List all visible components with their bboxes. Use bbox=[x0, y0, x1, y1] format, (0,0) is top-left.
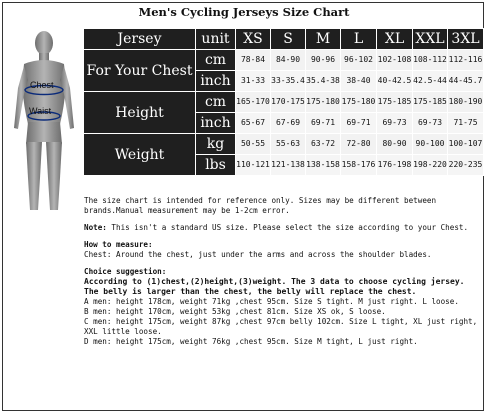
table-cell: 90-96 bbox=[306, 50, 341, 71]
how-to-measure-title: How to measure: bbox=[84, 240, 153, 249]
chest-label: Chest bbox=[30, 80, 54, 90]
table-cell: 69-71 bbox=[306, 113, 341, 134]
table-cell: 198-220 bbox=[413, 155, 448, 176]
header-size: M bbox=[306, 29, 341, 50]
header-size: L bbox=[341, 29, 377, 50]
body-figure-image bbox=[6, 28, 82, 216]
table-cell: 108-112 bbox=[413, 50, 448, 71]
table-cell: 175-180 bbox=[306, 92, 341, 113]
weight-row-label: Weight bbox=[84, 134, 196, 176]
table-cell: 69-73 bbox=[413, 113, 448, 134]
height-row-label: Height bbox=[84, 92, 196, 134]
unit-cell: lbs bbox=[196, 155, 236, 176]
example-line: D men: height 175cm, weight 76kg ,chest 95cm. Size M tight, L just right. bbox=[84, 337, 418, 346]
how-to-measure-text: Chest: Around the chest, just under the arms and across the shoulder blades. bbox=[84, 250, 432, 259]
unit-cell: cm bbox=[196, 50, 236, 71]
table-cell: 50-55 bbox=[236, 134, 271, 155]
header-jersey: Jersey bbox=[84, 29, 196, 50]
chest-row-label: For Your Chest bbox=[84, 50, 196, 92]
table-cell: 220-235 bbox=[448, 155, 484, 176]
header-size: 3XL bbox=[448, 29, 484, 50]
table-cell: 175-185 bbox=[413, 92, 448, 113]
table-cell: 121-138 bbox=[271, 155, 306, 176]
unit-cell: inch bbox=[196, 71, 236, 92]
example-line: C men: height 175cm, weight 87kg ,chest 97cm belly 102cm. Size L tight, XL just right, XXL little loose. bbox=[84, 317, 478, 336]
table-cell: 165-170 bbox=[236, 92, 271, 113]
table-cell: 78-84 bbox=[236, 50, 271, 71]
table-cell: 180-190 bbox=[448, 92, 484, 113]
unit-cell: kg bbox=[196, 134, 236, 155]
table-cell: 96-102 bbox=[341, 50, 377, 71]
table-cell: 40-42.5 bbox=[377, 71, 413, 92]
choice-line: According to (1)chest,(2)height,(3)weight. The 3 data to choose cycling jersey. bbox=[84, 277, 465, 286]
table-row bbox=[84, 134, 484, 155]
table-cell: 35.4-38 bbox=[306, 71, 341, 92]
table-cell: 31-33 bbox=[236, 71, 271, 92]
unit-cell: inch bbox=[196, 113, 236, 134]
note-text: This isn't a standard US size. Please select the size according to your Chest. bbox=[106, 223, 469, 232]
choice-title: Choice suggestion: bbox=[84, 267, 167, 276]
header-row bbox=[84, 29, 484, 50]
table-cell: 42.5-44 bbox=[413, 71, 448, 92]
table-cell: 158-176 bbox=[341, 155, 377, 176]
table-cell: 80-90 bbox=[377, 134, 413, 155]
table-cell: 112-116 bbox=[448, 50, 484, 71]
table-cell: 69-73 bbox=[377, 113, 413, 134]
unit-cell: cm bbox=[196, 92, 236, 113]
header-size: XL bbox=[377, 29, 413, 50]
table-cell: 138-158 bbox=[306, 155, 341, 176]
table-cell: 175-185 bbox=[377, 92, 413, 113]
example-line: B men: height 170cm, weight 53kg ,chest 81cm. Size XS ok, S loose. bbox=[84, 307, 386, 316]
table-cell: 44-45.7 bbox=[448, 71, 484, 92]
header-unit: unit bbox=[196, 29, 236, 50]
table-cell: 72-80 bbox=[341, 134, 377, 155]
table-cell: 71-75 bbox=[448, 113, 484, 134]
header-size: XXL bbox=[413, 29, 448, 50]
table-cell: 67-69 bbox=[271, 113, 306, 134]
table-cell: 102-108 bbox=[377, 50, 413, 71]
table-cell: 38-40 bbox=[341, 71, 377, 92]
table-cell: 65-67 bbox=[236, 113, 271, 134]
table-cell: 63-72 bbox=[306, 134, 341, 155]
reference-note: The size chart is intended for reference only. Sizes may be different between brands.Manual measurement may be 1-2cm error. bbox=[84, 196, 437, 215]
header-size: S bbox=[271, 29, 306, 50]
us-size-note bbox=[84, 223, 478, 233]
table-cell: 100-107 bbox=[448, 134, 484, 155]
table-cell: 176-198 bbox=[377, 155, 413, 176]
header-size: XS bbox=[236, 29, 271, 50]
size-chart-table bbox=[83, 28, 484, 176]
table-row bbox=[84, 92, 484, 113]
table-cell: 84-90 bbox=[271, 50, 306, 71]
table-cell: 90-100 bbox=[413, 134, 448, 155]
example-line: A men: height 178cm, weight 71kg ,chest 95cm. Size S tight. M just right. L loose. bbox=[84, 297, 459, 306]
table-cell: 33-35.4 bbox=[271, 71, 306, 92]
page-title: Men's Cycling Jerseys Size Chart bbox=[138, 5, 350, 19]
notes-section bbox=[84, 196, 478, 347]
choice-line: The belly is larger than the chest, the belly will replace the chest. bbox=[84, 287, 417, 296]
table-cell: 55-63 bbox=[271, 134, 306, 155]
note-label: Note: bbox=[84, 223, 107, 232]
table-cell: 175-180 bbox=[341, 92, 377, 113]
table-cell: 170-175 bbox=[271, 92, 306, 113]
table-cell: 110-121 bbox=[236, 155, 271, 176]
waist-label: Waist bbox=[29, 106, 52, 116]
table-cell: 69-71 bbox=[341, 113, 377, 134]
table-row bbox=[84, 50, 484, 71]
